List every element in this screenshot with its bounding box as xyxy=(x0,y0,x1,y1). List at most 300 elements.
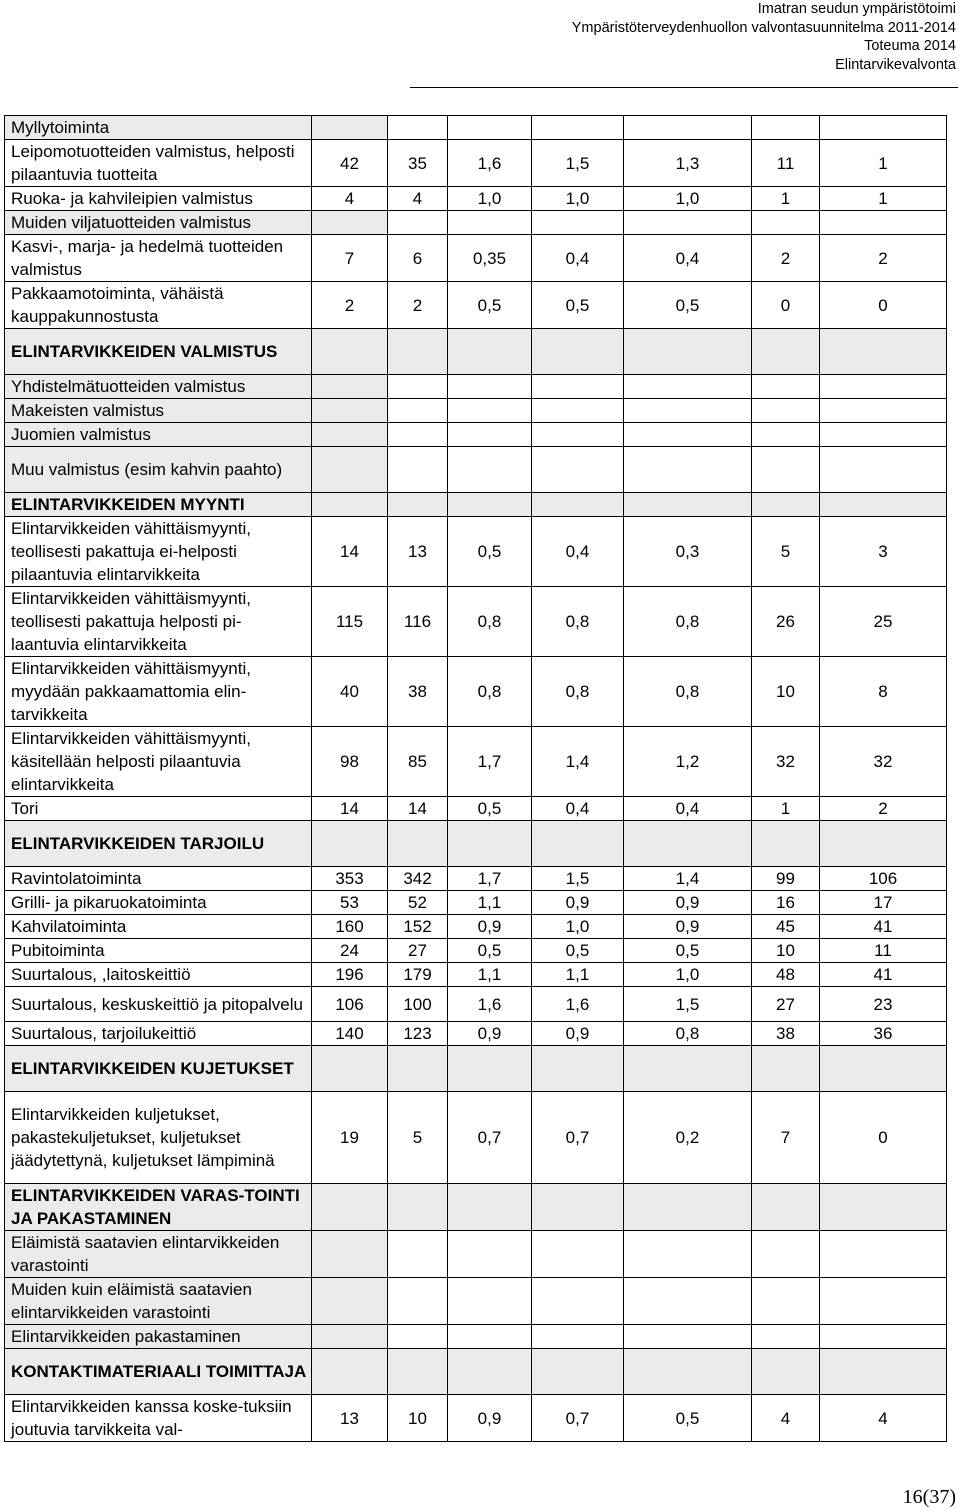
value-cell: 0,9 xyxy=(448,1395,532,1442)
table-row xyxy=(5,939,947,963)
table-row xyxy=(5,727,947,797)
table-row xyxy=(5,1325,947,1349)
value-cell xyxy=(312,1184,388,1231)
value-cell: 196 xyxy=(312,963,388,987)
value-cell xyxy=(820,375,947,399)
value-cell: 0,8 xyxy=(532,587,624,657)
table-row xyxy=(5,235,947,282)
row-label: Elintarvikkeiden vähittäismyynti, käsitellään helposti pilaantuvia elintarvikkeita xyxy=(5,727,312,797)
value-cell: 1,5 xyxy=(532,140,624,187)
value-cell: 27 xyxy=(388,939,448,963)
value-cell: 1 xyxy=(752,187,820,211)
value-cell xyxy=(820,1184,947,1231)
value-cell xyxy=(624,1325,752,1349)
value-cell: 2 xyxy=(388,282,448,329)
value-cell: 1,6 xyxy=(532,987,624,1022)
section-header-row xyxy=(5,1184,947,1231)
value-cell xyxy=(388,1231,448,1278)
section-header-row xyxy=(5,329,947,375)
value-cell xyxy=(388,447,448,493)
value-cell xyxy=(448,375,532,399)
value-cell: 1,3 xyxy=(624,140,752,187)
row-label: ELINTARVIKKEIDEN KUJETUKSET xyxy=(5,1046,312,1092)
value-cell xyxy=(312,329,388,375)
value-cell: 0,9 xyxy=(532,891,624,915)
value-cell: 11 xyxy=(820,939,947,963)
value-cell: 0,7 xyxy=(532,1395,624,1442)
value-cell xyxy=(532,821,624,867)
value-cell xyxy=(752,1325,820,1349)
value-cell: 0,4 xyxy=(532,235,624,282)
value-cell: 16 xyxy=(752,891,820,915)
value-cell xyxy=(312,211,388,235)
value-cell: 23 xyxy=(820,987,947,1022)
row-label: KONTAKTIMATERIAALI TOIMITTAJA xyxy=(5,1349,312,1395)
value-cell: 1,4 xyxy=(624,867,752,891)
value-cell: 1,0 xyxy=(532,187,624,211)
row-label: Muiden kuin eläimistä saatavien elintarvikkeiden varastointi xyxy=(5,1278,312,1325)
value-cell xyxy=(388,1046,448,1092)
value-cell: 0,8 xyxy=(448,587,532,657)
value-cell: 42 xyxy=(312,140,388,187)
value-cell xyxy=(752,399,820,423)
value-cell xyxy=(624,116,752,140)
value-cell: 1,0 xyxy=(624,187,752,211)
value-cell xyxy=(388,1278,448,1325)
value-cell: 140 xyxy=(312,1022,388,1046)
value-cell: 10 xyxy=(388,1395,448,1442)
section-header-row xyxy=(5,1046,947,1092)
table-row xyxy=(5,447,947,493)
header-report-title: Toteuma 2014 xyxy=(864,38,956,54)
value-cell: 0,8 xyxy=(624,1022,752,1046)
value-cell xyxy=(388,821,448,867)
value-cell xyxy=(752,493,820,517)
value-cell: 99 xyxy=(752,867,820,891)
table-row xyxy=(5,282,947,329)
value-cell: 85 xyxy=(388,727,448,797)
table-row xyxy=(5,1022,947,1046)
value-cell xyxy=(752,211,820,235)
table-row xyxy=(5,1231,947,1278)
value-cell xyxy=(388,329,448,375)
value-cell: 3 xyxy=(820,517,947,587)
value-cell xyxy=(752,1184,820,1231)
value-cell xyxy=(532,1349,624,1395)
value-cell: 5 xyxy=(752,517,820,587)
value-cell xyxy=(532,1046,624,1092)
value-cell xyxy=(624,399,752,423)
row-label: Tori xyxy=(5,797,312,821)
value-cell xyxy=(448,1184,532,1231)
value-cell: 0,8 xyxy=(624,657,752,727)
value-cell xyxy=(312,1325,388,1349)
row-label: Elintarvikkeiden pakastaminen xyxy=(5,1325,312,1349)
value-cell xyxy=(448,821,532,867)
value-cell: 27 xyxy=(752,987,820,1022)
value-cell: 1 xyxy=(820,140,947,187)
value-cell xyxy=(752,1231,820,1278)
table-row xyxy=(5,963,947,987)
value-cell: 6 xyxy=(388,235,448,282)
value-cell xyxy=(388,423,448,447)
value-cell: 98 xyxy=(312,727,388,797)
value-cell: 0,9 xyxy=(448,915,532,939)
value-cell: 0,9 xyxy=(448,1022,532,1046)
value-cell xyxy=(448,399,532,423)
row-label: Leipomotuotteiden valmistus, helposti pilaantuvia tuotteita xyxy=(5,140,312,187)
row-label: Ravintolatoiminta xyxy=(5,867,312,891)
table-row xyxy=(5,797,947,821)
value-cell: 1,0 xyxy=(448,187,532,211)
row-label: Suurtalous, ,laitoskeittiö xyxy=(5,963,312,987)
value-cell: 26 xyxy=(752,587,820,657)
value-cell xyxy=(532,1231,624,1278)
value-cell xyxy=(820,821,947,867)
row-label: Juomien valmistus xyxy=(5,423,312,447)
value-cell xyxy=(820,329,947,375)
value-cell: 115 xyxy=(312,587,388,657)
row-label: ELINTARVIKKEIDEN MYYNTI xyxy=(5,493,312,517)
value-cell: 0 xyxy=(820,282,947,329)
value-cell: 1,1 xyxy=(448,891,532,915)
value-cell: 1,6 xyxy=(448,987,532,1022)
value-cell xyxy=(312,399,388,423)
value-cell: 106 xyxy=(820,867,947,891)
value-cell: 0,4 xyxy=(624,797,752,821)
header-divider xyxy=(410,87,958,88)
page-number: 16(37) xyxy=(902,1486,956,1508)
table-row xyxy=(5,1092,947,1184)
row-label: ELINTARVIKKEIDEN VALMISTUS xyxy=(5,329,312,375)
value-cell: 5 xyxy=(388,1092,448,1184)
value-cell xyxy=(532,1325,624,1349)
value-cell: 0,5 xyxy=(624,282,752,329)
table-row xyxy=(5,867,947,891)
value-cell xyxy=(448,211,532,235)
value-cell xyxy=(820,211,947,235)
value-cell xyxy=(752,1349,820,1395)
value-cell: 11 xyxy=(752,140,820,187)
value-cell: 36 xyxy=(820,1022,947,1046)
value-cell xyxy=(624,375,752,399)
value-cell: 160 xyxy=(312,915,388,939)
value-cell xyxy=(448,1349,532,1395)
value-cell: 1,7 xyxy=(448,867,532,891)
value-cell xyxy=(312,447,388,493)
value-cell xyxy=(624,211,752,235)
value-cell: 0,9 xyxy=(624,915,752,939)
value-cell xyxy=(752,116,820,140)
value-cell: 0,4 xyxy=(624,235,752,282)
value-cell: 10 xyxy=(752,939,820,963)
value-cell xyxy=(752,375,820,399)
value-cell xyxy=(532,329,624,375)
header-section: Elintarvikevalvonta xyxy=(835,56,956,73)
value-cell: 342 xyxy=(388,867,448,891)
table-row xyxy=(5,375,947,399)
table-row xyxy=(5,116,947,140)
value-cell: 52 xyxy=(388,891,448,915)
value-cell xyxy=(624,493,752,517)
value-cell: 17 xyxy=(820,891,947,915)
value-cell xyxy=(820,1046,947,1092)
value-cell: 2 xyxy=(820,235,947,282)
value-cell xyxy=(532,399,624,423)
value-cell xyxy=(312,493,388,517)
value-cell: 0,7 xyxy=(448,1092,532,1184)
value-cell: 0,5 xyxy=(532,282,624,329)
value-cell: 32 xyxy=(820,727,947,797)
value-cell: 1,1 xyxy=(448,963,532,987)
value-cell xyxy=(820,1231,947,1278)
value-cell: 0,5 xyxy=(448,939,532,963)
value-cell: 25 xyxy=(820,587,947,657)
value-cell xyxy=(312,375,388,399)
value-cell xyxy=(752,821,820,867)
value-cell xyxy=(388,1349,448,1395)
value-cell xyxy=(448,447,532,493)
value-cell: 7 xyxy=(312,235,388,282)
value-cell: 14 xyxy=(312,517,388,587)
value-cell: 0,4 xyxy=(532,517,624,587)
value-cell: 0,9 xyxy=(624,891,752,915)
value-cell: 24 xyxy=(312,939,388,963)
table-row xyxy=(5,891,947,915)
table-row xyxy=(5,587,947,657)
value-cell: 4 xyxy=(820,1395,947,1442)
value-cell xyxy=(448,1278,532,1325)
value-cell: 0,3 xyxy=(624,517,752,587)
value-cell: 14 xyxy=(388,797,448,821)
value-cell: 14 xyxy=(312,797,388,821)
value-cell: 0,5 xyxy=(532,939,624,963)
value-cell xyxy=(532,1184,624,1231)
row-label: Grilli- ja pikaruokatoiminta xyxy=(5,891,312,915)
value-cell: 106 xyxy=(312,987,388,1022)
value-cell xyxy=(532,1278,624,1325)
value-cell xyxy=(448,1231,532,1278)
value-cell: 1,0 xyxy=(532,915,624,939)
value-cell: 152 xyxy=(388,915,448,939)
header-plan-title: Ympäristöterveydenhuollon valvontasuunnitelma 2011-2014 xyxy=(571,19,956,36)
row-label: Suurtalous, keskuskeittiö ja pitopalvelu xyxy=(5,987,312,1022)
row-label: Elintarvikkeiden vähittäismyynti, teollisesti pakattuja helposti pi-laantuvia elintarvikkeita xyxy=(5,587,312,657)
value-cell xyxy=(752,1046,820,1092)
value-cell: 32 xyxy=(752,727,820,797)
value-cell: 0,7 xyxy=(532,1092,624,1184)
row-label: Elintarvikkeiden kuljetukset, pakastekuljetukset, kuljetukset jäädytettynä, kuljetukset lämpiminä xyxy=(5,1092,312,1184)
value-cell: 48 xyxy=(752,963,820,987)
value-cell xyxy=(388,211,448,235)
value-cell: 0,5 xyxy=(624,1395,752,1442)
value-cell xyxy=(624,821,752,867)
value-cell xyxy=(388,1184,448,1231)
value-cell: 179 xyxy=(388,963,448,987)
value-cell: 1,6 xyxy=(448,140,532,187)
value-cell xyxy=(312,1278,388,1325)
value-cell xyxy=(388,1325,448,1349)
table-row xyxy=(5,399,947,423)
table-row xyxy=(5,987,947,1022)
value-cell: 100 xyxy=(388,987,448,1022)
value-cell: 4 xyxy=(388,187,448,211)
value-cell xyxy=(752,423,820,447)
value-cell: 1,5 xyxy=(532,867,624,891)
value-cell xyxy=(448,1046,532,1092)
row-label: Elintarvikkeiden vähittäismyynti, myydään pakkaamattomia elin-tarvikkeita xyxy=(5,657,312,727)
row-label: Elintarvikkeiden kanssa koske-tuksiin joutuvia tarvikkeita val- xyxy=(5,1395,312,1442)
value-cell: 123 xyxy=(388,1022,448,1046)
value-cell xyxy=(388,399,448,423)
value-cell xyxy=(624,447,752,493)
value-cell xyxy=(312,1046,388,1092)
row-label: ELINTARVIKKEIDEN TARJOILU xyxy=(5,821,312,867)
value-cell: 0,8 xyxy=(448,657,532,727)
row-label: Muu valmistus (esim kahvin paahto) xyxy=(5,447,312,493)
value-cell: 41 xyxy=(820,915,947,939)
value-cell xyxy=(752,329,820,375)
row-label: Myllytoiminta xyxy=(5,116,312,140)
value-cell: 0,4 xyxy=(532,797,624,821)
value-cell xyxy=(752,447,820,493)
row-label: Yhdistelmätuotteiden valmistus xyxy=(5,375,312,399)
inspection-table xyxy=(4,115,947,1442)
value-cell xyxy=(448,1325,532,1349)
value-cell: 53 xyxy=(312,891,388,915)
value-cell: 0 xyxy=(820,1092,947,1184)
value-cell: 38 xyxy=(388,657,448,727)
value-cell: 0,5 xyxy=(448,797,532,821)
value-cell xyxy=(532,211,624,235)
table-row xyxy=(5,187,947,211)
value-cell xyxy=(624,1349,752,1395)
row-label: Elintarvikkeiden vähittäismyynti, teollisesti pakattuja ei-helposti pilaantuvia elintarvikkeita xyxy=(5,517,312,587)
value-cell xyxy=(448,493,532,517)
value-cell xyxy=(752,1278,820,1325)
value-cell xyxy=(624,1046,752,1092)
value-cell: 2 xyxy=(752,235,820,282)
value-cell: 35 xyxy=(388,140,448,187)
value-cell xyxy=(388,493,448,517)
value-cell xyxy=(624,1278,752,1325)
value-cell xyxy=(820,1278,947,1325)
row-label: Kahvilatoiminta xyxy=(5,915,312,939)
value-cell: 0,5 xyxy=(448,517,532,587)
value-cell xyxy=(312,821,388,867)
value-cell xyxy=(532,493,624,517)
value-cell: 4 xyxy=(312,187,388,211)
row-label: Makeisten valmistus xyxy=(5,399,312,423)
header-organization: Imatran seudun ympäristötoimi xyxy=(757,1,956,17)
value-cell: 13 xyxy=(312,1395,388,1442)
value-cell: 353 xyxy=(312,867,388,891)
row-label: Ruoka- ja kahvileipien valmistus xyxy=(5,187,312,211)
value-cell: 1,5 xyxy=(624,987,752,1022)
value-cell xyxy=(624,329,752,375)
value-cell xyxy=(388,116,448,140)
value-cell xyxy=(532,447,624,493)
section-header-row xyxy=(5,1349,947,1395)
value-cell: 41 xyxy=(820,963,947,987)
value-cell xyxy=(624,1184,752,1231)
table-row xyxy=(5,1278,947,1325)
row-label: Pakkaamotoiminta, vähäistä kauppakunnostusta xyxy=(5,282,312,329)
value-cell: 40 xyxy=(312,657,388,727)
value-cell: 4 xyxy=(752,1395,820,1442)
table-row xyxy=(5,915,947,939)
value-cell xyxy=(448,116,532,140)
value-cell xyxy=(820,447,947,493)
value-cell: 1 xyxy=(752,797,820,821)
value-cell: 1,2 xyxy=(624,727,752,797)
value-cell: 0,8 xyxy=(624,587,752,657)
table-row xyxy=(5,1395,947,1442)
table-row xyxy=(5,517,947,587)
row-label: Pubitoiminta xyxy=(5,939,312,963)
value-cell xyxy=(820,1325,947,1349)
value-cell: 0,35 xyxy=(448,235,532,282)
value-cell: 8 xyxy=(820,657,947,727)
row-label: ELINTARVIKKEIDEN VARAS-TOINTI JA PAKASTAMINEN xyxy=(5,1184,312,1231)
value-cell xyxy=(532,423,624,447)
table-row xyxy=(5,423,947,447)
section-header-row xyxy=(5,821,947,867)
table-row xyxy=(5,211,947,235)
table-row xyxy=(5,657,947,727)
value-cell xyxy=(820,399,947,423)
value-cell xyxy=(532,375,624,399)
value-cell: 1,4 xyxy=(532,727,624,797)
value-cell: 0 xyxy=(752,282,820,329)
value-cell: 13 xyxy=(388,517,448,587)
value-cell xyxy=(820,116,947,140)
value-cell xyxy=(388,375,448,399)
value-cell xyxy=(312,1349,388,1395)
value-cell: 7 xyxy=(752,1092,820,1184)
table-row xyxy=(5,140,947,187)
value-cell: 0,9 xyxy=(532,1022,624,1046)
value-cell: 0,5 xyxy=(624,939,752,963)
value-cell xyxy=(820,1349,947,1395)
value-cell xyxy=(820,493,947,517)
value-cell: 116 xyxy=(388,587,448,657)
value-cell xyxy=(448,329,532,375)
row-label: Kasvi-, marja- ja hedelmä tuotteiden valmistus xyxy=(5,235,312,282)
value-cell: 0,8 xyxy=(532,657,624,727)
value-cell: 45 xyxy=(752,915,820,939)
row-label: Suurtalous, tarjoilukeittiö xyxy=(5,1022,312,1046)
value-cell xyxy=(312,116,388,140)
value-cell: 0,2 xyxy=(624,1092,752,1184)
value-cell: 2 xyxy=(820,797,947,821)
value-cell: 10 xyxy=(752,657,820,727)
value-cell: 38 xyxy=(752,1022,820,1046)
value-cell xyxy=(448,423,532,447)
row-label: Eläimistä saatavien elintarvikkeiden varastointi xyxy=(5,1231,312,1278)
value-cell: 0,5 xyxy=(448,282,532,329)
value-cell: 2 xyxy=(312,282,388,329)
value-cell: 1 xyxy=(820,187,947,211)
value-cell: 1,0 xyxy=(624,963,752,987)
value-cell xyxy=(624,423,752,447)
value-cell: 19 xyxy=(312,1092,388,1184)
value-cell xyxy=(820,423,947,447)
value-cell: 1,7 xyxy=(448,727,532,797)
value-cell xyxy=(312,423,388,447)
value-cell xyxy=(624,1231,752,1278)
section-header-row xyxy=(5,493,947,517)
